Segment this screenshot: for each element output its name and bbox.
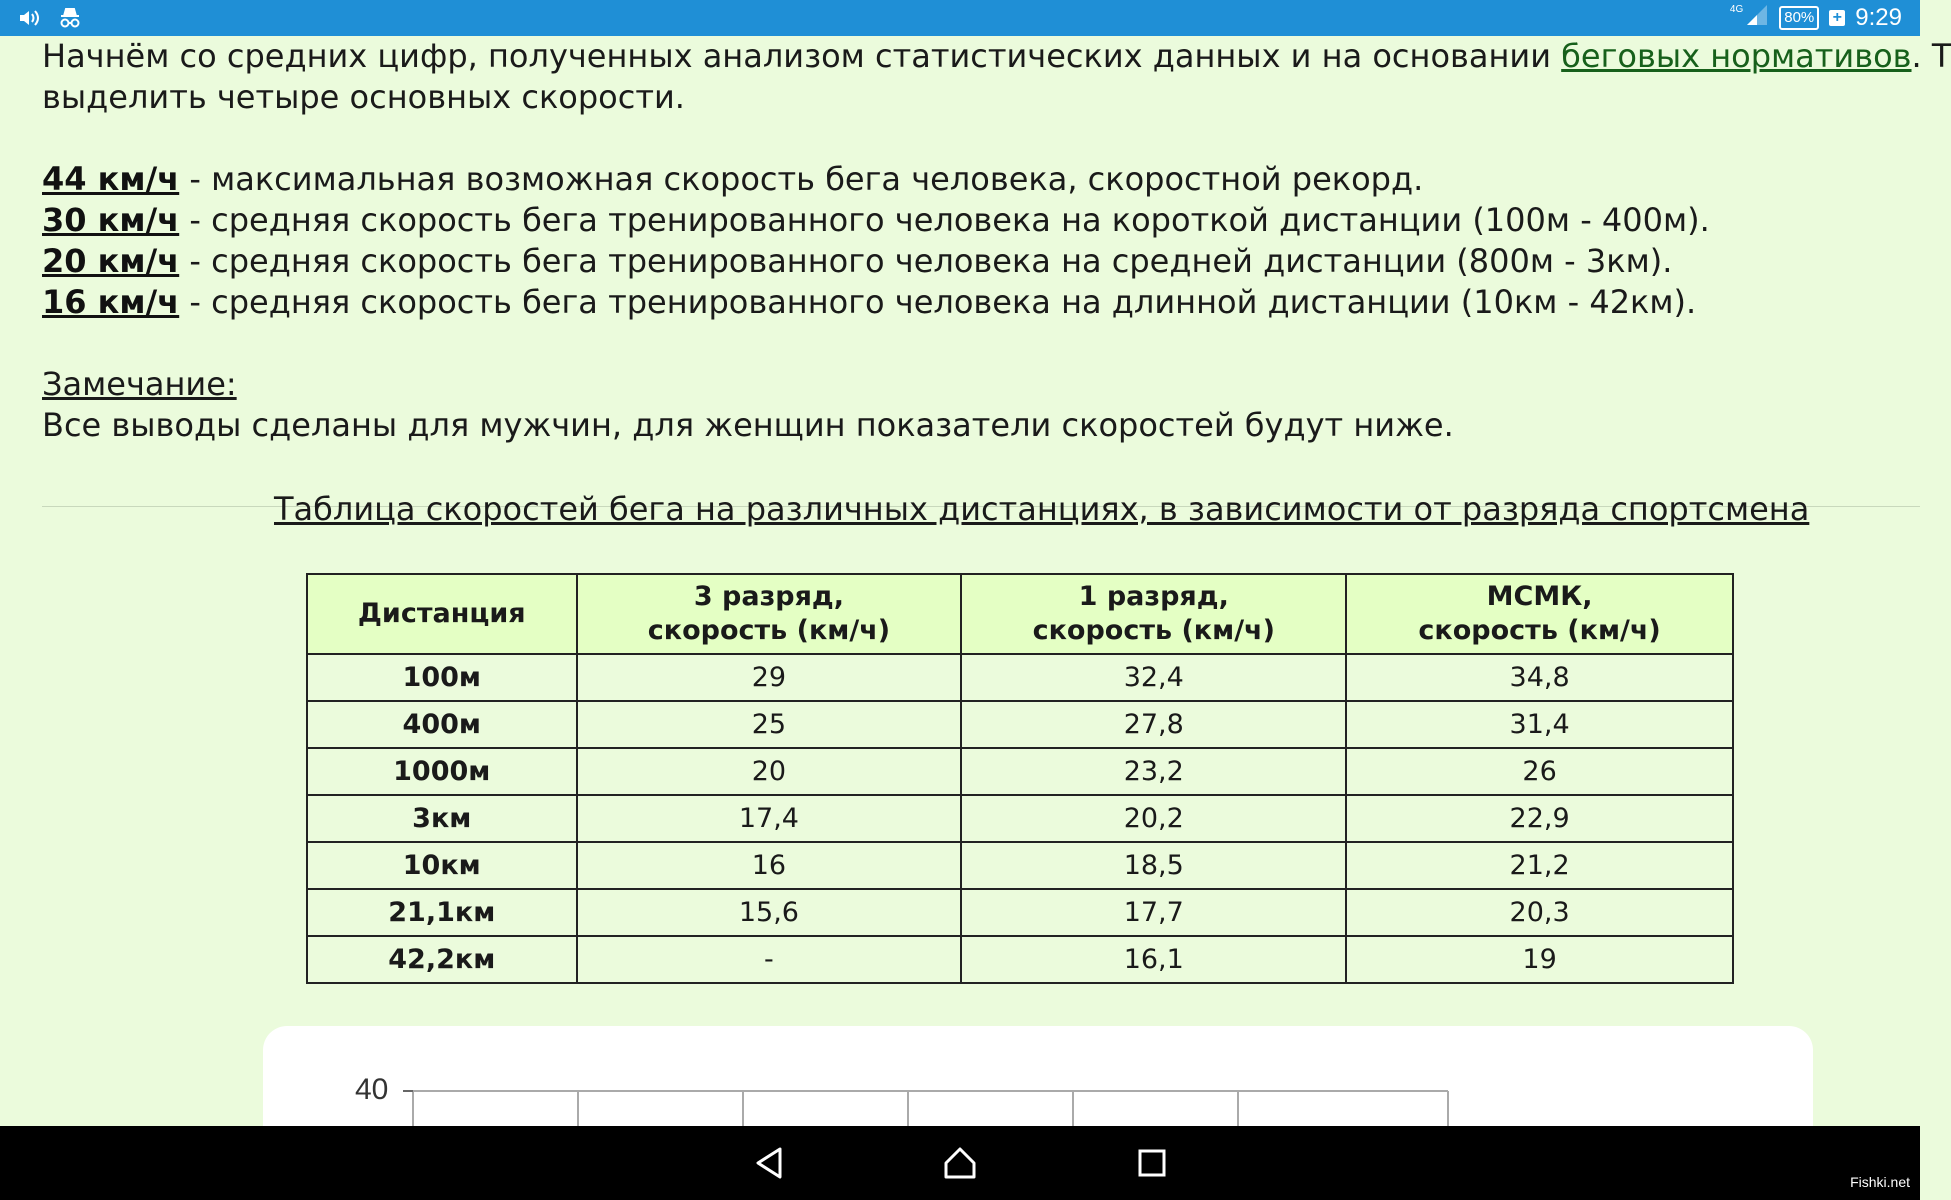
cell: 25 xyxy=(577,701,962,748)
cell: 17,7 xyxy=(961,889,1346,936)
cell: 34,8 xyxy=(1346,654,1733,701)
distance-cell: 3км xyxy=(307,795,577,842)
cell: 31,4 xyxy=(1346,701,1733,748)
table-row xyxy=(307,936,1733,983)
header-distance: Дистанция xyxy=(307,574,577,654)
cell: 20,2 xyxy=(961,795,1346,842)
speed-line xyxy=(42,159,1920,200)
table-row xyxy=(307,701,1733,748)
cell: 21,2 xyxy=(1346,842,1733,889)
distance-cell: 42,2км xyxy=(307,936,577,983)
header-1st-rank: 1 разряд, скорость (км/ч) xyxy=(961,574,1346,654)
incognito-icon xyxy=(58,7,82,34)
navigation-bar xyxy=(0,1126,1920,1200)
intro-line-2: выделить четыре основных скорости. xyxy=(42,78,685,116)
distance-cell: 10км xyxy=(307,842,577,889)
table-row xyxy=(307,889,1733,936)
chart-card xyxy=(263,1026,1813,1126)
charging-icon: + xyxy=(1829,10,1845,26)
speed-table xyxy=(306,573,1734,984)
cell: 32,4 xyxy=(961,654,1346,701)
network-type: 4G xyxy=(1729,4,1744,15)
speed-line xyxy=(42,282,1920,323)
cell: 16 xyxy=(577,842,962,889)
cell: - xyxy=(577,936,962,983)
note-title: Замечание: xyxy=(42,365,237,403)
distance-cell: 400м xyxy=(307,701,577,748)
table-row xyxy=(307,654,1733,701)
header-3rd-rank: 3 разряд, скорость (км/ч) xyxy=(577,574,962,654)
cell: 29 xyxy=(577,654,962,701)
running-standards-link[interactable]: беговых нормативов xyxy=(1561,37,1912,75)
table-title: Таблица скоростей бега на различных дистанциях, в зависимости от разряда спортсмена xyxy=(274,490,1810,528)
speed-line xyxy=(42,200,1920,241)
speed-value: 16 км/ч xyxy=(42,283,180,321)
cell: 26 xyxy=(1346,748,1733,795)
chart-grid xyxy=(263,1026,1813,1126)
recent-apps-icon[interactable] xyxy=(1132,1143,1172,1183)
distance-cell: 21,1км xyxy=(307,889,577,936)
cell: 20 xyxy=(577,748,962,795)
distance-cell: 1000м xyxy=(307,748,577,795)
cell: 15,6 xyxy=(577,889,962,936)
cell: 23,2 xyxy=(961,748,1346,795)
volume-icon xyxy=(18,8,40,33)
speed-value: 30 км/ч xyxy=(42,201,180,239)
note-text: Все выводы сделаны для мужчин, для женщин показатели скоростей будут ниже. xyxy=(42,406,1454,444)
speed-line xyxy=(42,241,1920,282)
cell: 27,8 xyxy=(961,701,1346,748)
speed-value: 44 км/ч xyxy=(42,160,180,198)
speed-description: - средняя скорость бега тренированного человека на средней дистанции (800м - 3км). xyxy=(179,242,1673,280)
cell: 20,3 xyxy=(1346,889,1733,936)
speed-description: - средняя скорость бега тренированного человека на короткой дистанции (100м - 400м). xyxy=(179,201,1710,239)
signal-icon xyxy=(1745,3,1769,32)
table-header-row xyxy=(307,574,1733,654)
chart-y-tick: 40 xyxy=(355,1073,389,1106)
home-icon[interactable] xyxy=(940,1143,980,1183)
watermark: Fishki.net xyxy=(1850,1174,1910,1190)
speed-description: - максимальная возможная скорость бега человека, скоростной рекорд. xyxy=(179,160,1424,198)
clock: 9:29 xyxy=(1855,3,1902,31)
intro-paragraph xyxy=(42,36,1951,77)
intro-tail: . Т xyxy=(1911,37,1951,75)
back-icon[interactable] xyxy=(750,1143,790,1183)
table-row xyxy=(307,842,1733,889)
cell: 19 xyxy=(1346,936,1733,983)
distance-cell: 100м xyxy=(307,654,577,701)
intro-text: Начнём со средних цифр, полученных анализом статистических данных и на основании xyxy=(42,37,1562,75)
speed-description: - средняя скорость бега тренированного человека на длинной дистанции (10км - 42км). xyxy=(179,283,1697,321)
cell: 17,4 xyxy=(577,795,962,842)
table-row xyxy=(307,795,1733,842)
cell: 18,5 xyxy=(961,842,1346,889)
cell: 22,9 xyxy=(1346,795,1733,842)
cell: 16,1 xyxy=(961,936,1346,983)
speed-value: 20 км/ч xyxy=(42,242,180,280)
header-msmk: МСМК, скорость (км/ч) xyxy=(1346,574,1733,654)
table-row xyxy=(307,748,1733,795)
battery-indicator: 80% xyxy=(1779,6,1819,30)
status-bar xyxy=(0,0,1920,36)
